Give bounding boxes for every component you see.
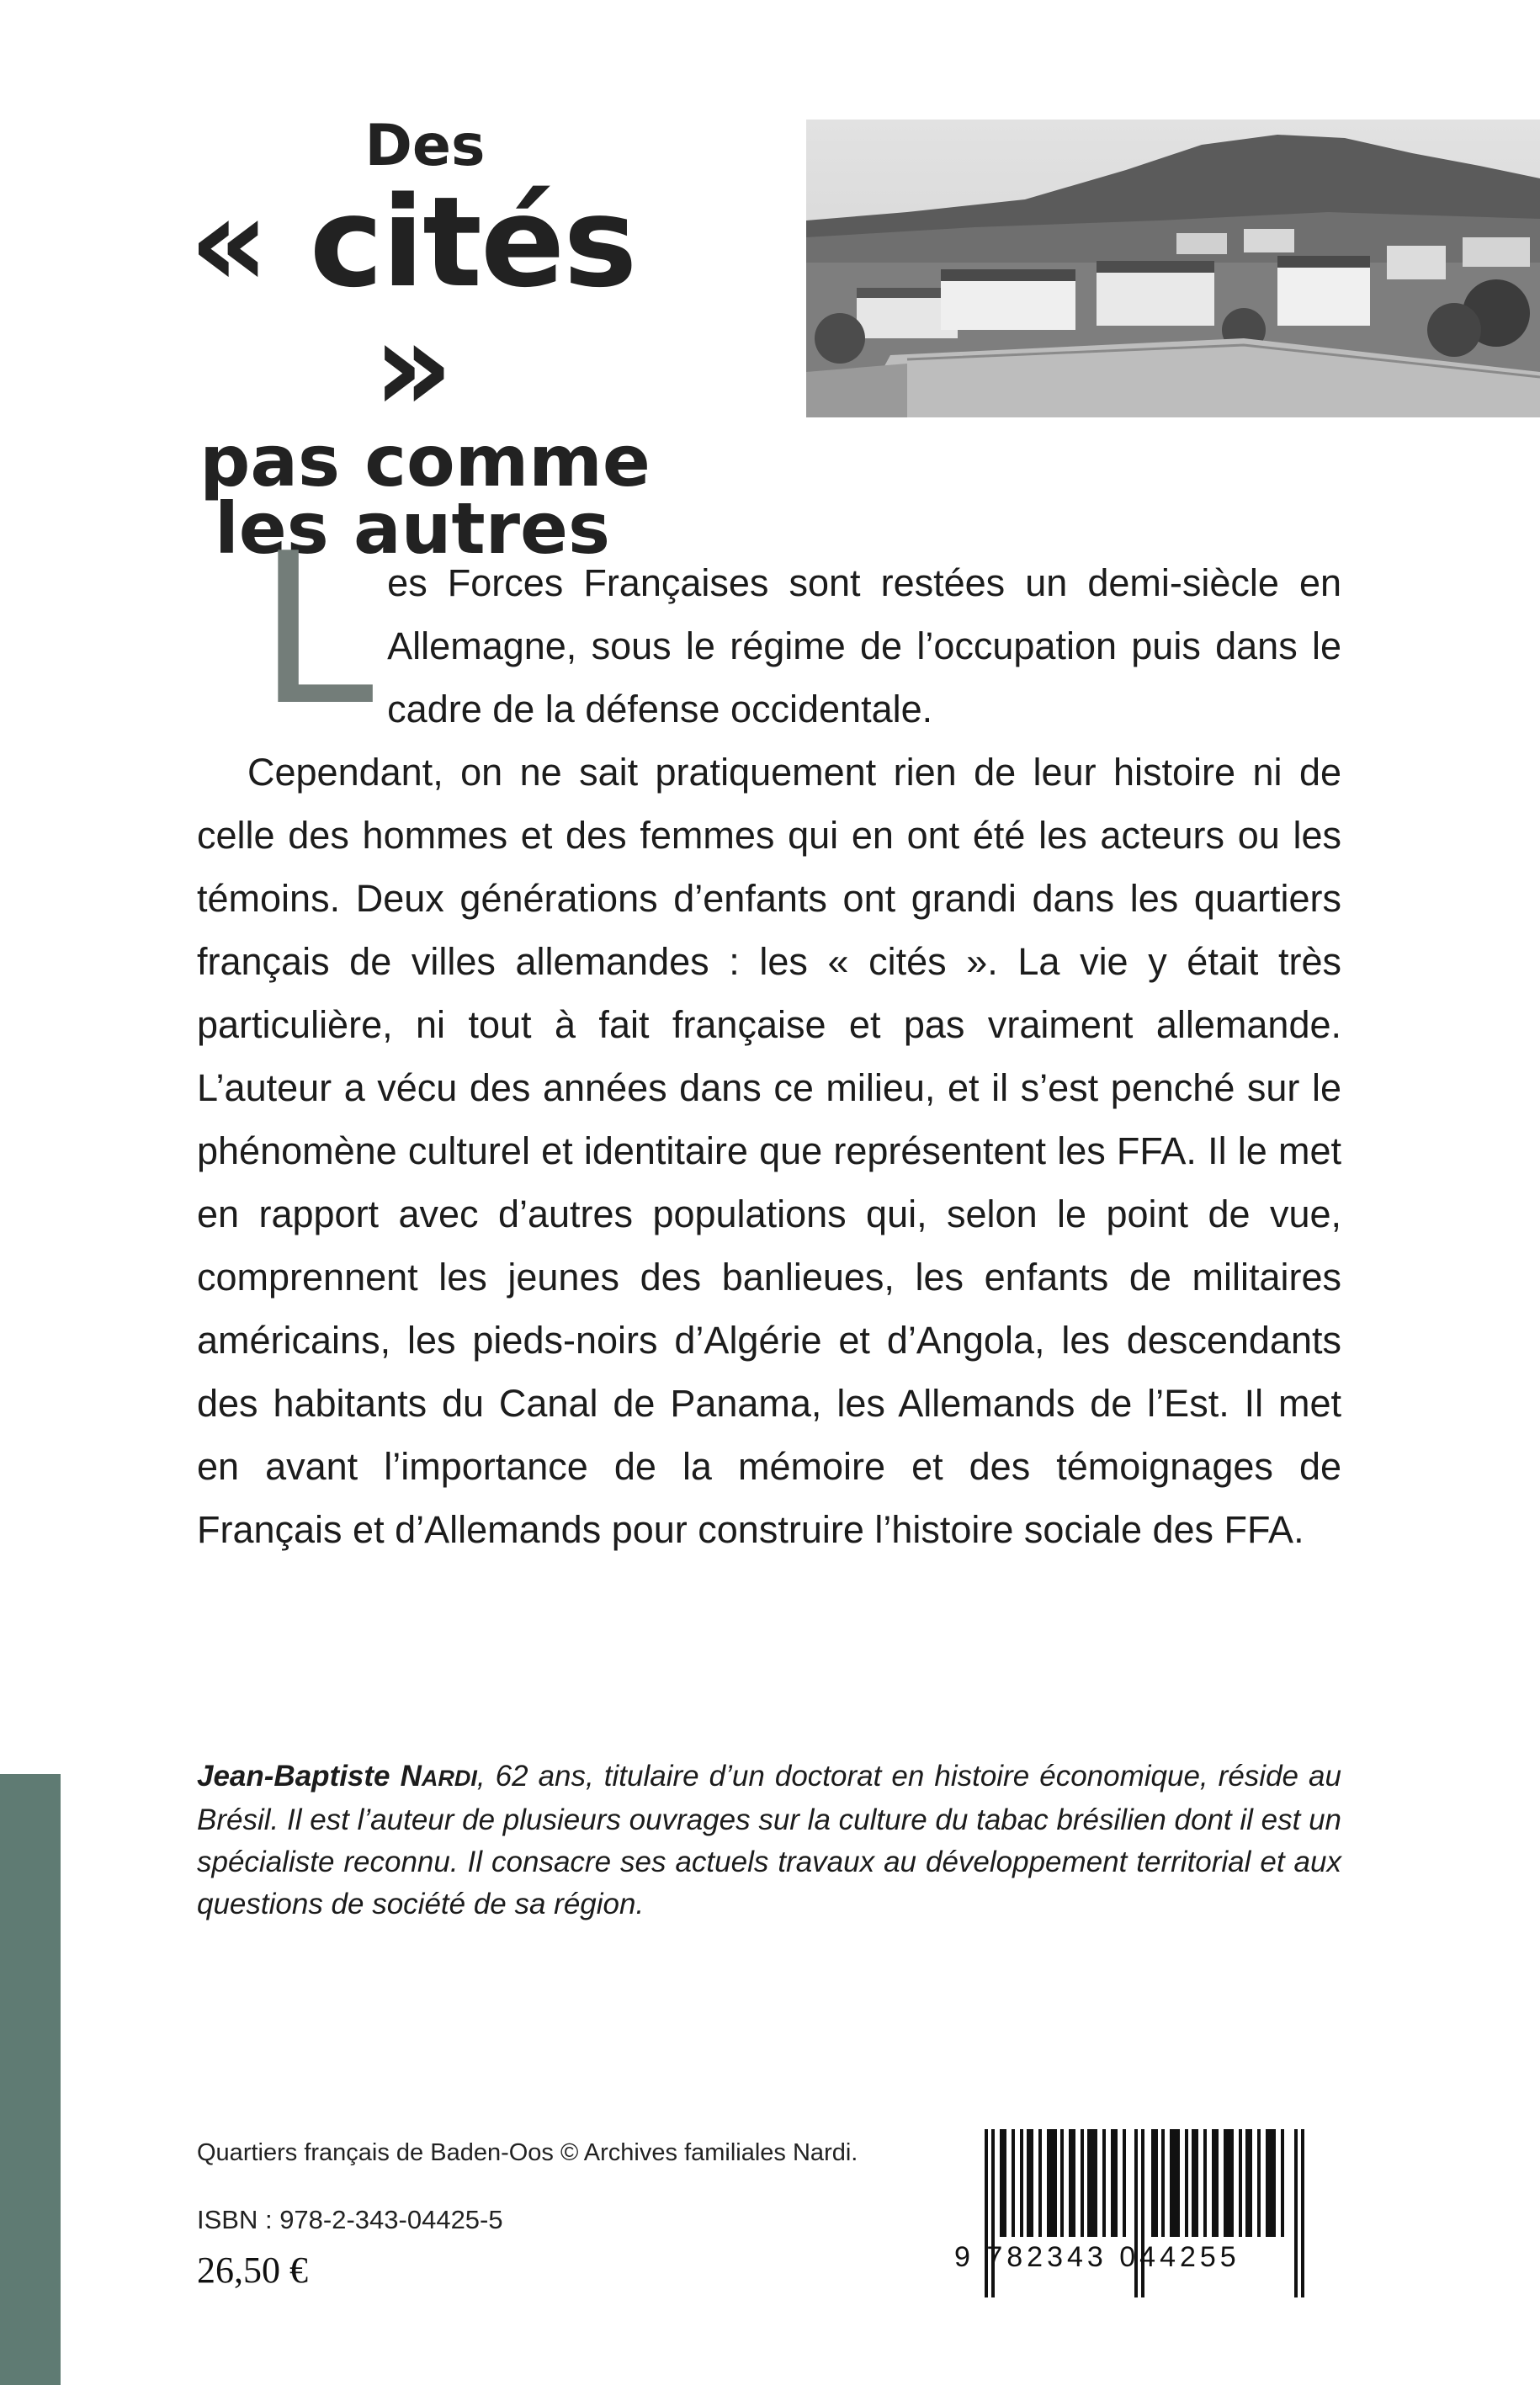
dropcap-letter: L bbox=[258, 509, 374, 752]
cover-photo bbox=[806, 120, 1540, 417]
summary-paragraph-2: Cependant, on ne sait pratiquement rien de leur histoire ni de celle des hommes et des femmes qui en ont été les acteurs ou les témoins. Deux générations d’enfants ont grandi dans les quartiers français de villes allemandes : les « cités ». La vie y était très particulière, ni tout à fait française et pas vraiment allemande. L’auteur a vécu des années dans ce milieu, et il s’est penché sur le phénomène culturel et identitaire que représentent les FFA. Il le met en rapport avec d’autres populations qui, selon le point de vue, comprennent les jeunes des banlieues, les enfants de militaires américains, les pieds-noirs d’Algérie et d’Angola, les descendants des habitants du Canal de Panama, les Allemands de l’Est. Il met en avant l’importance de la mémoire et des témoignages de Français et d’Allemands pour construire l’histoire sociale des FFA. bbox=[197, 751, 1341, 1551]
title-line-3: pas comme bbox=[199, 420, 651, 502]
title-line-2: « cités » bbox=[189, 170, 636, 439]
isbn: ISBN : 978-2-343-04425-5 bbox=[197, 2205, 503, 2234]
title-line-4: les autres bbox=[214, 487, 611, 570]
author-last-initial: N bbox=[400, 1760, 422, 1793]
title-block bbox=[135, 113, 690, 570]
price: 26,50 € bbox=[197, 2250, 308, 2291]
author-bio-text: , 62 ans, titulaire d’un doctorat en histoire économique, réside au Brésil. Il est l’auteur de plusieurs ouvrages sur la culture du tabac brésilien dont il est un spécialiste reconnu. Il consacre ses actuels travaux au développement territorial et aux questions de société de sa région. bbox=[197, 1760, 1341, 1920]
author-first-name: Jean-Baptiste bbox=[197, 1760, 401, 1793]
title-line-1: Des bbox=[364, 113, 486, 179]
accent-strip bbox=[0, 1774, 61, 2385]
photo-credit: Quartiers français de Baden-Oos © Archives familiales Nardi. bbox=[197, 2139, 858, 2166]
author-bio bbox=[197, 1756, 1341, 1926]
summary-paragraph-1: es Forces Françaises sont restées un demi-siècle en Allemagne, sous le régime de l’occupation puis dans le cadre de la défense occidentale. bbox=[387, 561, 1341, 730]
author-last-rest: ARDI bbox=[421, 1766, 477, 1791]
barcode-digits: 9 782343 044255 bbox=[954, 2241, 1240, 2273]
